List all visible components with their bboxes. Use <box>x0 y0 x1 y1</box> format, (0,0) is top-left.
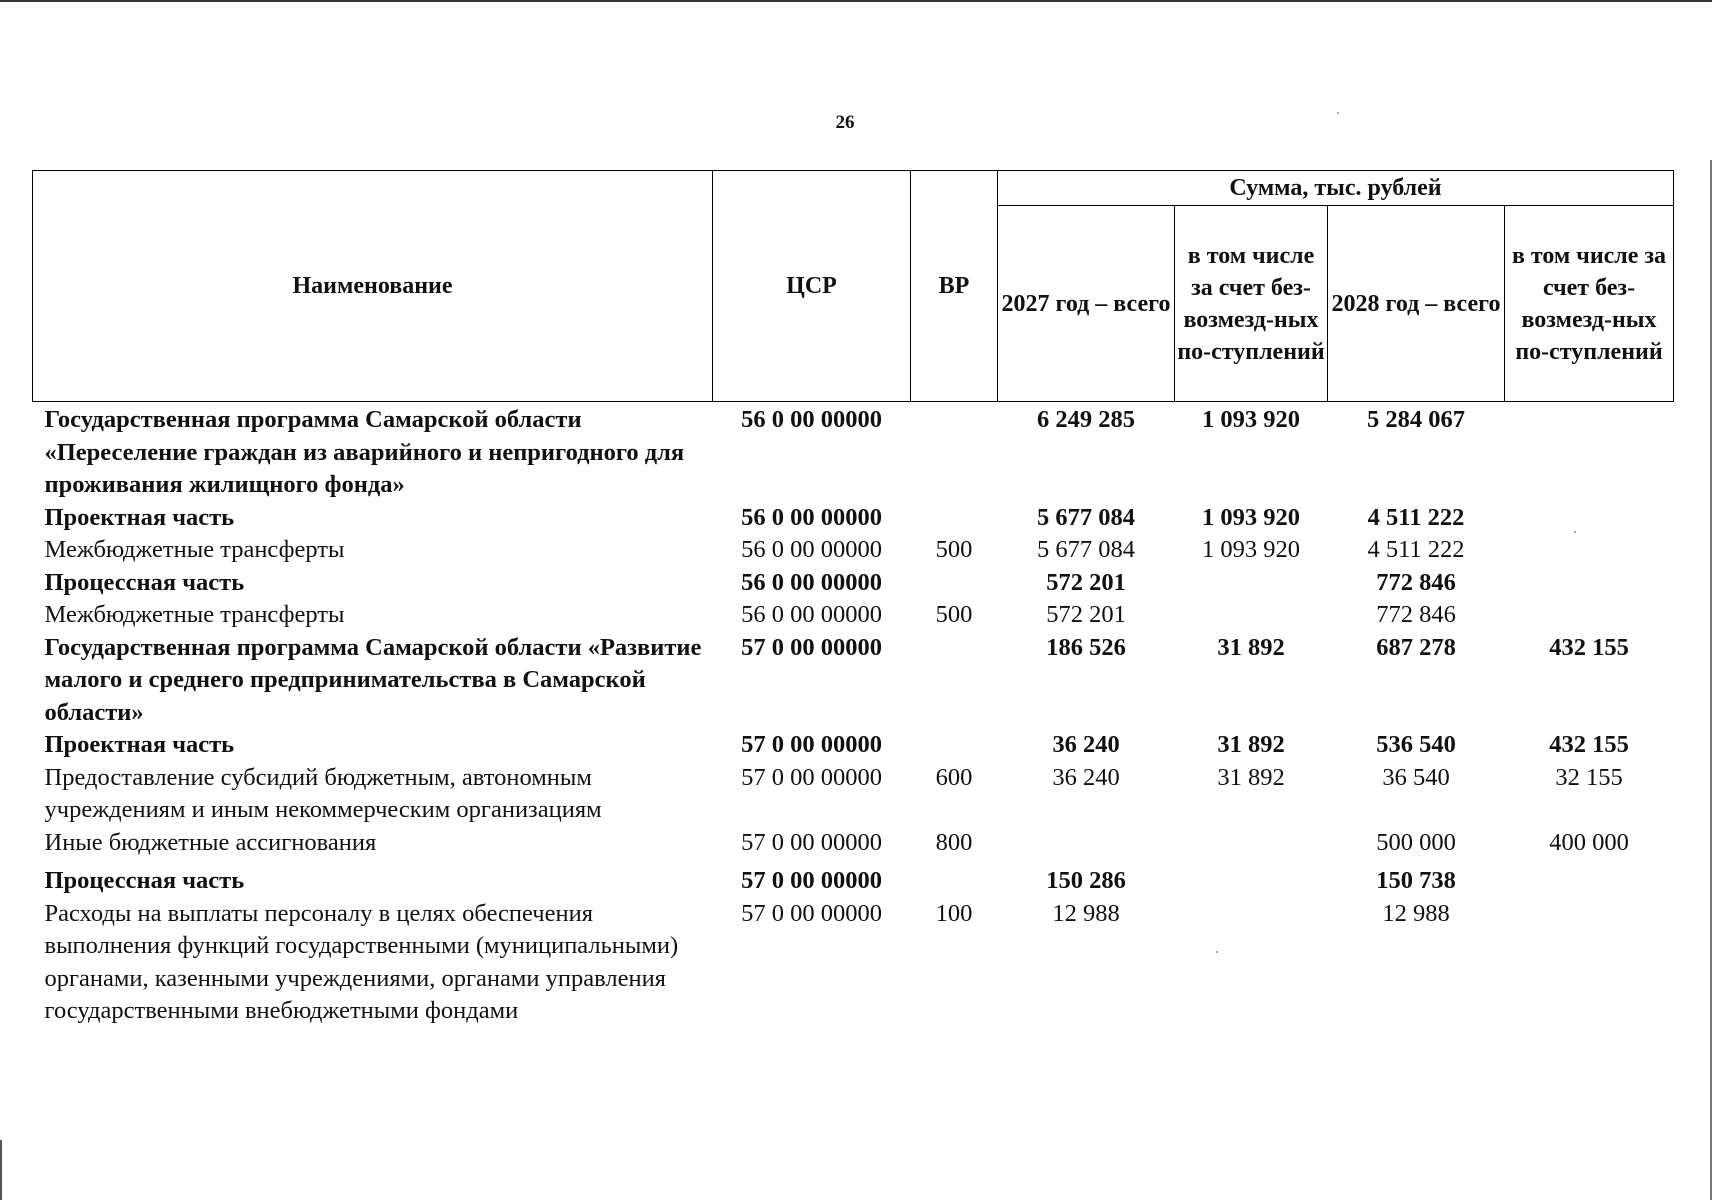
table-row <box>33 859 1674 898</box>
row-2027-grants: 31 892 <box>1217 633 1285 661</box>
table-body <box>33 402 1674 1028</box>
row-csr: 56 0 00 00000 <box>741 406 882 433</box>
row-vr: 600 <box>935 763 973 791</box>
row-csr: 57 0 00 00000 <box>741 731 882 758</box>
row-2027-total: 12 988 <box>1052 899 1120 927</box>
row-2028-grants: 400 000 <box>1549 828 1629 856</box>
row-2027-total: 572 201 <box>1046 601 1126 628</box>
row-2027-total: 150 286 <box>1046 867 1126 894</box>
row-csr: 56 0 00 00000 <box>741 568 882 596</box>
row-2027-grants: 31 892 <box>1217 763 1285 791</box>
row-2027-grants <box>1175 859 1328 898</box>
row-2027-grants <box>1175 827 1328 860</box>
row-2028-grants <box>1505 502 1674 535</box>
row-2027-grants <box>1175 599 1328 632</box>
header-2027-total: 2027 год – всего <box>998 206 1175 402</box>
row-vr: 100 <box>935 899 973 927</box>
table-header <box>33 171 1674 402</box>
row-name: Государственная программа Самарской области «Переселение граждан из аварийного и непригодного для проживания жилищного фонда» <box>44 406 685 498</box>
row-csr: 57 0 00 00000 <box>741 899 882 927</box>
row-2027-total: 5 677 084 <box>1037 536 1135 563</box>
row-2028-grants: 32 155 <box>1555 763 1623 791</box>
header-2028-total: 2028 год – всего <box>1328 206 1505 402</box>
row-2027-grants <box>1175 898 1328 1028</box>
row-vr <box>911 502 998 535</box>
row-vr <box>911 859 998 898</box>
row-2027-total: 36 240 <box>1052 763 1120 791</box>
header-2027-grants: в том числе за счет без-возмезд-ных по-ступлений <box>1175 206 1328 402</box>
table-row <box>33 402 1674 502</box>
row-name: Процессная часть <box>44 867 245 894</box>
row-2027-total: 572 201 <box>1046 568 1126 596</box>
budget-table <box>32 170 1674 1028</box>
row-csr: 56 0 00 00000 <box>741 503 882 531</box>
row-2028-total: 772 846 <box>1376 601 1456 628</box>
row-2028-total: 4 511 222 <box>1367 503 1465 531</box>
row-name: Межбюджетные трансферты <box>44 601 345 628</box>
row-2028-total: 12 988 <box>1382 899 1450 927</box>
row-vr <box>911 567 998 600</box>
scan-speck <box>1337 112 1339 114</box>
row-2028-total: 4 511 222 <box>1367 536 1465 563</box>
table-row <box>33 534 1674 567</box>
row-vr <box>911 729 998 762</box>
row-2027-grants: 1 093 920 <box>1202 406 1300 433</box>
row-vr <box>911 402 998 502</box>
row-2028-grants <box>1505 898 1674 1028</box>
row-csr: 57 0 00 00000 <box>741 867 882 894</box>
table-row <box>33 827 1674 860</box>
row-name: Межбюджетные трансферты <box>44 536 345 563</box>
table-row <box>33 502 1674 535</box>
row-2028-total: 36 540 <box>1382 763 1450 791</box>
row-2027-grants: 1 093 920 <box>1202 536 1300 563</box>
table-row <box>33 729 1674 762</box>
row-vr: 800 <box>935 828 973 856</box>
header-2028-grants: в том числе за счет без-возмезд-ных по-ступлений <box>1505 206 1674 402</box>
row-name: Государственная программа Самарской области «Развитие малого и среднего предпринимательства в Самарской области» <box>44 633 702 726</box>
header-csr: ЦСР <box>713 171 911 402</box>
table-row <box>33 632 1674 730</box>
header-sum-title: Сумма, тыс. рублей <box>998 171 1674 206</box>
header-vr: ВР <box>911 171 998 402</box>
row-name: Расходы на выплаты персоналу в целях обеспечения выполнения функций государственными (муниципальными) органами, казенными учреждениями, органами управления государственными внебюджетными фондами <box>44 899 679 1024</box>
row-name: Предоставление субсидий бюджетным, автономным учреждениям и иным некоммерческим организациям <box>44 763 602 823</box>
row-2028-grants: 432 155 <box>1549 731 1629 758</box>
scan-edge-top <box>0 0 1712 2</box>
row-vr: 500 <box>935 601 973 628</box>
row-name: Иные бюджетные ассигнования <box>44 828 377 856</box>
page-number: 26 <box>835 112 855 133</box>
row-2027-grants: 1 093 920 <box>1202 503 1300 531</box>
row-name: Проектная часть <box>44 731 235 758</box>
row-2027-grants: 31 892 <box>1217 731 1285 758</box>
row-csr: 56 0 00 00000 <box>741 601 882 628</box>
row-2028-grants <box>1505 599 1674 632</box>
row-2028-total: 500 000 <box>1376 828 1456 856</box>
row-2027-total: 36 240 <box>1052 731 1120 758</box>
header-name: Наименование <box>33 171 713 402</box>
row-csr: 57 0 00 00000 <box>741 763 882 791</box>
row-2027-total: 6 249 285 <box>1037 406 1135 433</box>
row-2028-grants <box>1505 534 1674 567</box>
row-vr <box>911 632 998 730</box>
row-csr: 57 0 00 00000 <box>741 828 882 856</box>
row-2028-total: 5 284 067 <box>1367 406 1465 433</box>
table-row <box>33 762 1674 827</box>
table-row <box>33 567 1674 600</box>
row-2028-grants <box>1505 402 1674 502</box>
row-2028-total: 772 846 <box>1376 568 1456 596</box>
row-csr: 56 0 00 00000 <box>741 536 882 563</box>
row-2028-grants: 432 155 <box>1549 633 1629 661</box>
row-2028-total: 536 540 <box>1376 731 1456 758</box>
table-row <box>33 898 1674 1028</box>
row-2027-total: 5 677 084 <box>1037 503 1135 531</box>
table-row <box>33 599 1674 632</box>
row-2028-total: 687 278 <box>1376 633 1456 661</box>
row-csr: 57 0 00 00000 <box>741 633 882 661</box>
row-name: Процессная часть <box>44 568 245 596</box>
row-2028-grants <box>1505 567 1674 600</box>
row-2027-total <box>998 827 1175 860</box>
row-2028-total: 150 738 <box>1376 867 1456 894</box>
row-vr: 500 <box>935 536 973 563</box>
row-2027-total: 186 526 <box>1046 633 1126 661</box>
row-name: Проектная часть <box>44 503 235 531</box>
scan-edge-left <box>0 1140 2 1200</box>
row-2027-grants <box>1175 567 1328 600</box>
row-2028-grants <box>1505 859 1674 898</box>
